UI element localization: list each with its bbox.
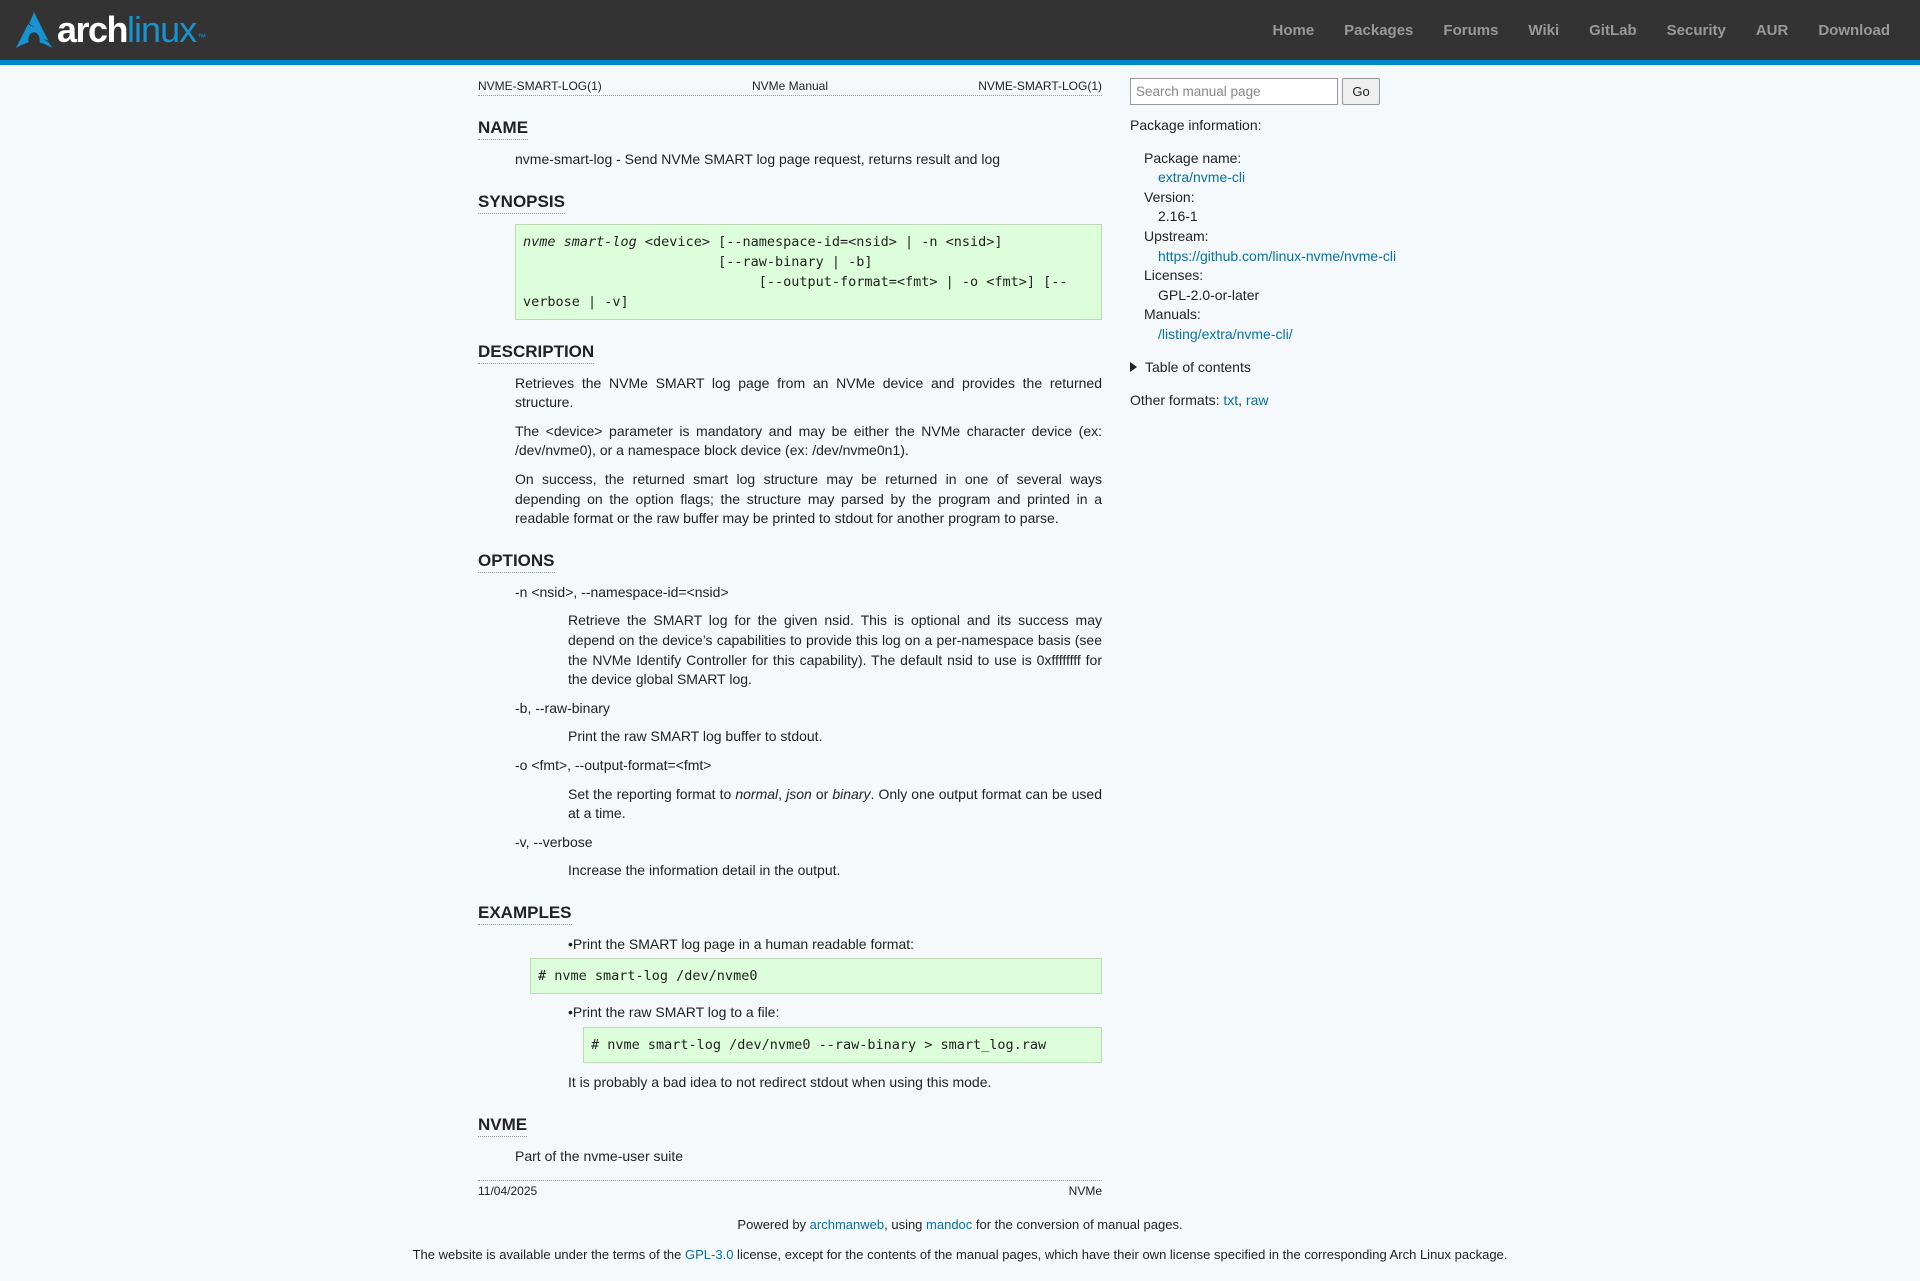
sidebar <box>1130 78 1430 411</box>
logo-text-arch: arch <box>57 9 128 50</box>
mandoc-link[interactable]: mandoc <box>926 1217 973 1232</box>
package-info-list <box>1144 149 1430 345</box>
option-term: -v, --verbose <box>515 833 593 850</box>
logo-trademark: ™ <box>197 32 207 42</box>
page-footer <box>0 1216 1920 1264</box>
package-info-title: Package information: <box>1130 117 1262 133</box>
nav-wiki[interactable]: Wiki <box>1528 21 1560 39</box>
footer-license <box>0 1246 1920 1264</box>
licenses-label: Licenses: <box>1144 267 1204 284</box>
format-raw-link[interactable]: raw <box>1245 392 1269 409</box>
manuals-link[interactable]: /listing/extra/nvme-cli/ <box>1158 325 1293 342</box>
synopsis-args: <device> [--namespace-id=<nsid> | -n <nsid>] [--raw-binary | -b] [--output-format=<fmt> | -o <fmt>] [--verbose | -v] <box>523 233 1068 310</box>
option-description: Print the raw SMART log buffer to stdout. <box>568 728 823 745</box>
section-synopsis <box>478 192 1102 320</box>
format-normal: normal <box>735 785 779 802</box>
section-name <box>478 118 1102 170</box>
heading-description[interactable]: DESCRIPTION <box>478 342 594 364</box>
heading-nvme[interactable]: NVME <box>478 1115 527 1137</box>
arch-logo-icon <box>15 11 53 49</box>
description-paragraph: On success, the returned smart log structure may be returned in one of several ways depending on the option flags; the structure may parsed by the program and printed in a readable format or the raw buffer may be printed to stdout for another program to parse. <box>515 470 1102 527</box>
example-item: •Print the SMART log page in a human readable format: <box>568 935 915 952</box>
logo-text-linux: linux <box>127 9 197 50</box>
option-text: , <box>778 785 787 802</box>
footer-text: The website is available under the terms of the <box>412 1247 686 1262</box>
heading-examples[interactable]: EXAMPLES <box>478 903 572 925</box>
licenses-value: GPL-2.0-or-later <box>1158 286 1260 303</box>
man-header-left: NVME-SMART-LOG(1) <box>478 79 602 93</box>
archmanweb-link[interactable]: archmanweb <box>809 1217 885 1232</box>
man-footer-date: 11/04/2025 <box>478 1184 538 1199</box>
option-text: Set the reporting format to <box>568 785 736 802</box>
synopsis-code <box>515 224 1102 320</box>
footer-powered-by <box>0 1216 1920 1234</box>
man-header <box>478 78 1102 96</box>
option-term: -n <nsid>, --namespace-id=<nsid> <box>515 583 729 600</box>
search-input[interactable] <box>1130 78 1338 105</box>
option-term: -o <fmt>, --output-format=<fmt> <box>515 756 712 773</box>
description-paragraph: The <device> parameter is mandatory and may be either the NVMe character device (ex: /dev/nvme0), or a namespace block device (ex: /dev/nvme0n1). <box>515 422 1102 459</box>
footer-text: for the conversion of manual pages. <box>972 1217 1183 1232</box>
nav-aur[interactable]: AUR <box>1755 21 1789 39</box>
footer-text: , using <box>884 1217 927 1232</box>
manual-page <box>478 78 1102 1199</box>
other-formats-label: Other formats: <box>1130 392 1224 409</box>
nav-forums[interactable]: Forums <box>1443 21 1499 39</box>
name-text: nvme-smart-log - Send NVMe SMART log page request, returns result and log <box>515 151 1001 167</box>
table-of-contents-toggle[interactable] <box>1130 358 1430 378</box>
option-description: Retrieve the SMART log for the given nsid. This is optional and its success may depend on the device’s capabilities to provide this log on a per-namespace basis (see the NVMe Identify Controller for this capability). The default nsid to use is 0xffffffff for the device global SMART log. <box>568 612 1102 688</box>
gpl-link[interactable]: GPL-3.0 <box>685 1247 734 1262</box>
nav-home[interactable]: Home <box>1272 21 1315 39</box>
heading-name[interactable]: NAME <box>478 118 528 140</box>
example-code: # nvme smart-log /dev/nvme0 <box>530 958 1102 994</box>
section-options <box>478 551 1102 881</box>
example-code: # nvme smart-log /dev/nvme0 --raw-binary > smart_log.raw <box>583 1027 1102 1063</box>
archlinux-logo[interactable] <box>15 10 215 50</box>
toc-label: Table of contents <box>1145 358 1251 375</box>
example-item: •Print the raw SMART log to a file: <box>568 1004 780 1021</box>
option-text: . Only one output format can be used at a time. <box>568 785 1103 822</box>
upstream-label: Upstream: <box>1144 227 1209 244</box>
option-description: Increase the information detail in the output. <box>568 862 841 879</box>
man-header-right: NVME-SMART-LOG(1) <box>978 79 1102 93</box>
man-header-center: NVMe Manual <box>751 79 829 93</box>
section-description <box>478 342 1102 529</box>
other-formats <box>1130 391 1430 411</box>
heading-synopsis[interactable]: SYNOPSIS <box>478 192 565 214</box>
man-footer-source: NVMe <box>1068 1184 1102 1199</box>
version-label: Version: <box>1144 188 1195 205</box>
version-value: 2.16-1 <box>1158 208 1198 225</box>
format-separator: , <box>1238 392 1246 409</box>
nav-security[interactable]: Security <box>1666 21 1726 39</box>
disclosure-triangle-icon <box>1130 362 1137 372</box>
package-name-label: Package name: <box>1144 149 1242 166</box>
nav-download[interactable]: Download <box>1818 21 1890 39</box>
upstream-link[interactable]: https://github.com/linux-nvme/nvme-cli <box>1158 247 1397 264</box>
nav-gitlab[interactable]: GitLab <box>1589 21 1637 39</box>
option-text: or <box>811 785 833 802</box>
example-note: It is probably a bad idea to not redirect stdout when using this mode. <box>568 1074 992 1091</box>
package-name-link[interactable]: extra/nvme-cli <box>1158 169 1246 186</box>
format-json: json <box>786 785 812 802</box>
manuals-label: Manuals: <box>1144 306 1201 323</box>
footer-text: license, except for the contents of the manual pages, which have their own license specified in the corresponding Arch Linux package. <box>733 1247 1508 1262</box>
format-binary: binary <box>832 785 871 802</box>
navbar <box>0 0 1920 65</box>
nav-packages[interactable]: Packages <box>1344 21 1414 39</box>
heading-options[interactable]: OPTIONS <box>478 551 555 573</box>
man-footer <box>478 1180 1102 1199</box>
go-button[interactable]: Go <box>1342 78 1380 105</box>
description-paragraph: Retrieves the NVMe SMART log page from an NVMe device and provides the returned structure. <box>515 374 1102 411</box>
top-nav <box>1242 0 1890 60</box>
nvme-text: Part of the nvme-user suite <box>515 1147 684 1164</box>
option-description <box>568 785 1102 824</box>
option-term: -b, --raw-binary <box>515 699 610 716</box>
footer-text: Powered by <box>737 1217 810 1232</box>
format-txt-link[interactable]: txt <box>1223 392 1239 409</box>
search-form <box>1130 78 1430 105</box>
section-nvme <box>478 1115 1102 1167</box>
section-examples <box>478 903 1102 1093</box>
synopsis-command: nvme smart-log <box>523 233 637 250</box>
